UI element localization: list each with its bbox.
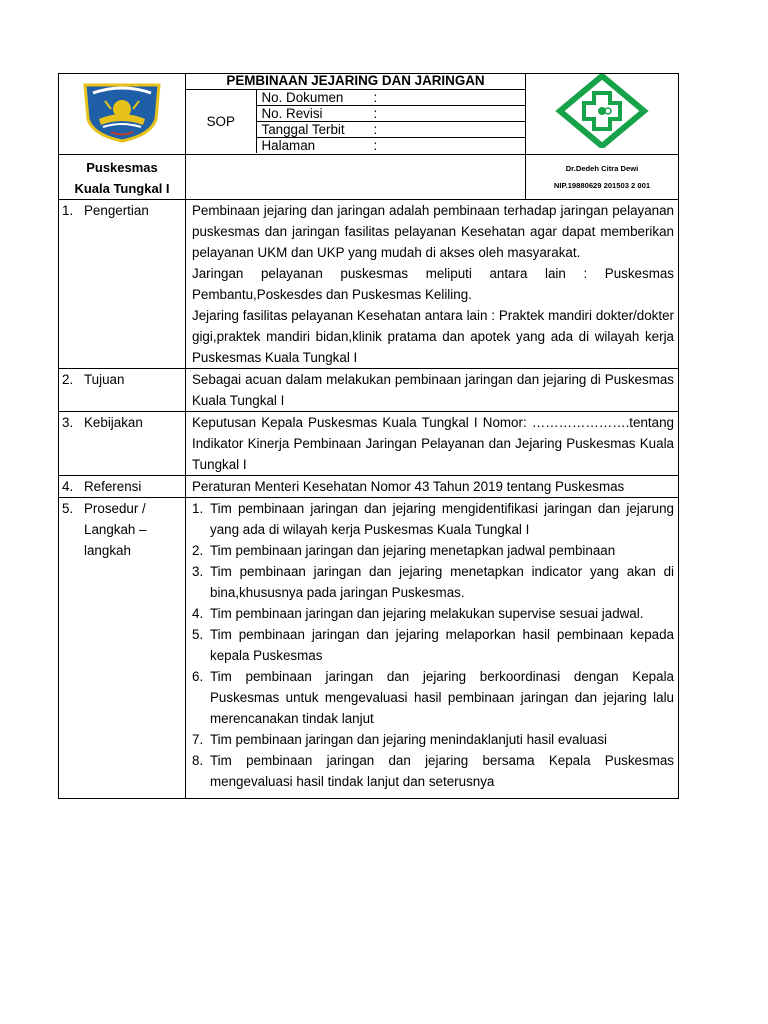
section-label-referensi	[59, 476, 186, 498]
section-label-kebijakan	[59, 412, 186, 476]
section-content-referensi	[186, 476, 679, 498]
section-label-prosedur	[59, 498, 186, 799]
paragraph: Peraturan Menteri Kesehatan Nomor 43 Tahun 2019 tentang Puskesmas	[192, 479, 625, 494]
meta-sep: :	[373, 106, 378, 121]
step-text: Tim pembinaan jaringan dan jejaring berkoordinasi dengan Kepala Puskesmas untuk mengevaluasi hasil pembinaan jaringan dan jejaring lalu merencanakan tindak lanjut	[210, 669, 674, 726]
section-content-kebijakan	[186, 412, 679, 476]
step-text: Tim pembinaan jaringan dan jejaring menetapkan indicator yang akan di bina,khususnya pada jaringan Puskesmas.	[210, 564, 674, 600]
paragraph: Jaringan pelayanan puskesmas meliputi antara lain : Puskesmas Pembantu,Poskesdes dan Puskesmas Keliling.	[192, 266, 674, 302]
meta-label: No. Dokumen	[261, 90, 344, 105]
district-emblem-icon	[81, 79, 163, 143]
header-middle-cell	[186, 74, 526, 155]
section-title-line: langkah	[84, 543, 131, 558]
procedure-step	[192, 561, 674, 603]
meta-label: Tanggal Terbit	[261, 122, 345, 137]
step-text: Tim pembinaan jaringan dan jejaring melaporkan hasil pembinaan kepada kepala Puskesmas	[210, 627, 674, 663]
section-number: 1.	[62, 203, 74, 218]
step-text: Tim pembinaan jaringan dan jejaring menindaklanjuti hasil evaluasi	[210, 732, 607, 747]
puskesmas-name-line2: Kuala Tungkal I	[74, 181, 170, 196]
step-text: Tim pembinaan jaringan dan jejaring menetapkan jadwal pembinaan	[210, 543, 616, 558]
section-title-line: Langkah –	[84, 522, 147, 537]
signatory-cell	[526, 155, 679, 200]
procedure-step	[192, 666, 674, 729]
section-number: 5.	[62, 501, 74, 516]
procedure-step	[192, 540, 674, 561]
section-content-tujuan	[186, 369, 679, 412]
meta-label: No. Revisi	[261, 106, 323, 121]
meta-row-halaman	[256, 138, 525, 154]
step-number: 1.	[192, 501, 204, 516]
section-number: 2.	[62, 372, 74, 387]
signatory-name: Dr.Dedeh Citra Dewi	[565, 164, 639, 173]
step-number: 6.	[192, 669, 204, 684]
paragraph: Jejaring fasilitas pelayanan Kesehatan antara lain : Praktek mandiri dokter/dokter gigi,praktek mandiri bidan,klinik pratama dan apotek yang ada di wilayah kerja Puskesmas Kuala Tungkal I	[192, 308, 674, 365]
meta-row-tanggal-terbit	[256, 122, 525, 138]
sop-document	[58, 73, 678, 799]
section-title-line: Prosedur /	[84, 501, 146, 516]
paragraph: Sebagai acuan dalam melakukan pembinaan jaringan dan jejaring di Puskesmas Kuala Tungkal I	[192, 372, 674, 408]
section-label-pengertian	[59, 200, 186, 369]
meta-sep: :	[373, 138, 378, 153]
signatory-nip: NIP.19880629 201503 2 001	[553, 181, 651, 190]
step-number: 3.	[192, 564, 204, 579]
procedure-step	[192, 729, 674, 750]
puskesmas-name-line1: Puskesmas	[86, 160, 158, 175]
procedure-step	[192, 750, 674, 792]
district-emblem-cell	[59, 74, 186, 155]
step-number: 8.	[192, 753, 204, 768]
section-content-pengertian	[186, 200, 679, 369]
meta-sep: :	[373, 90, 378, 105]
step-number: 2.	[192, 543, 204, 558]
section-title: Kebijakan	[84, 415, 143, 430]
meta-row-no-revisi	[256, 106, 525, 122]
puskesmas-name	[59, 155, 186, 200]
header-blank-cell	[186, 155, 526, 200]
puskesmas-logo-cell	[526, 74, 679, 155]
meta-row-no-dokumen	[256, 90, 525, 106]
section-title: Referensi	[84, 479, 142, 494]
section-number: 3.	[62, 415, 74, 430]
step-text: Tim pembinaan jaringan dan jejaring bersama Kepala Puskesmas mengevaluasi hasil tindak lanjut dan seterusnya	[210, 753, 674, 789]
document-title: PEMBINAAN JEJARING DAN JARINGAN	[186, 74, 525, 90]
meta-sep: :	[373, 122, 378, 137]
step-text: Tim pembinaan jaringan dan jejaring melakukan supervise sesuai jadwal.	[210, 606, 644, 621]
procedure-step	[192, 498, 674, 540]
puskesmas-logo-icon	[554, 74, 650, 148]
paragraph: Keputusan Kepala Puskesmas Kuala Tungkal I Nomor: ………………….tentang Indikator Kinerja Pembinaan Jaringan Pelayanan dan Jejaring Puskesmas Kuala Tungkal I	[192, 415, 674, 472]
meta-label: Halaman	[261, 138, 316, 153]
step-number: 7.	[192, 732, 204, 747]
document-meta	[186, 90, 525, 153]
section-content-prosedur	[186, 498, 679, 799]
procedure-steps	[192, 498, 674, 792]
step-text: Tim pembinaan jaringan dan jejaring mengidentifikasi jaringan dan jejarung yang ada di wilayah kerja Puskesmas Kuala Tungkal I	[210, 501, 674, 537]
section-title	[84, 498, 147, 561]
procedure-step	[192, 624, 674, 666]
sop-label: SOP	[186, 90, 256, 153]
paragraph: Pembinaan jejaring dan jaringan adalah pembinaan terhadap jaringan pelayanan puskesmas dan jaringan fasilitas pelayanan Kesehatan agar dapat memberikan pelayanan UKM dan UKP yang mudah di akses oleh masyarakat.	[192, 203, 674, 260]
sop-table	[58, 73, 679, 799]
step-number: 5.	[192, 627, 204, 642]
section-label-tujuan	[59, 369, 186, 412]
section-title: Pengertian	[84, 203, 149, 218]
section-title: Tujuan	[84, 372, 125, 387]
step-number: 4.	[192, 606, 204, 621]
procedure-step	[192, 603, 674, 624]
section-number: 4.	[62, 479, 74, 494]
